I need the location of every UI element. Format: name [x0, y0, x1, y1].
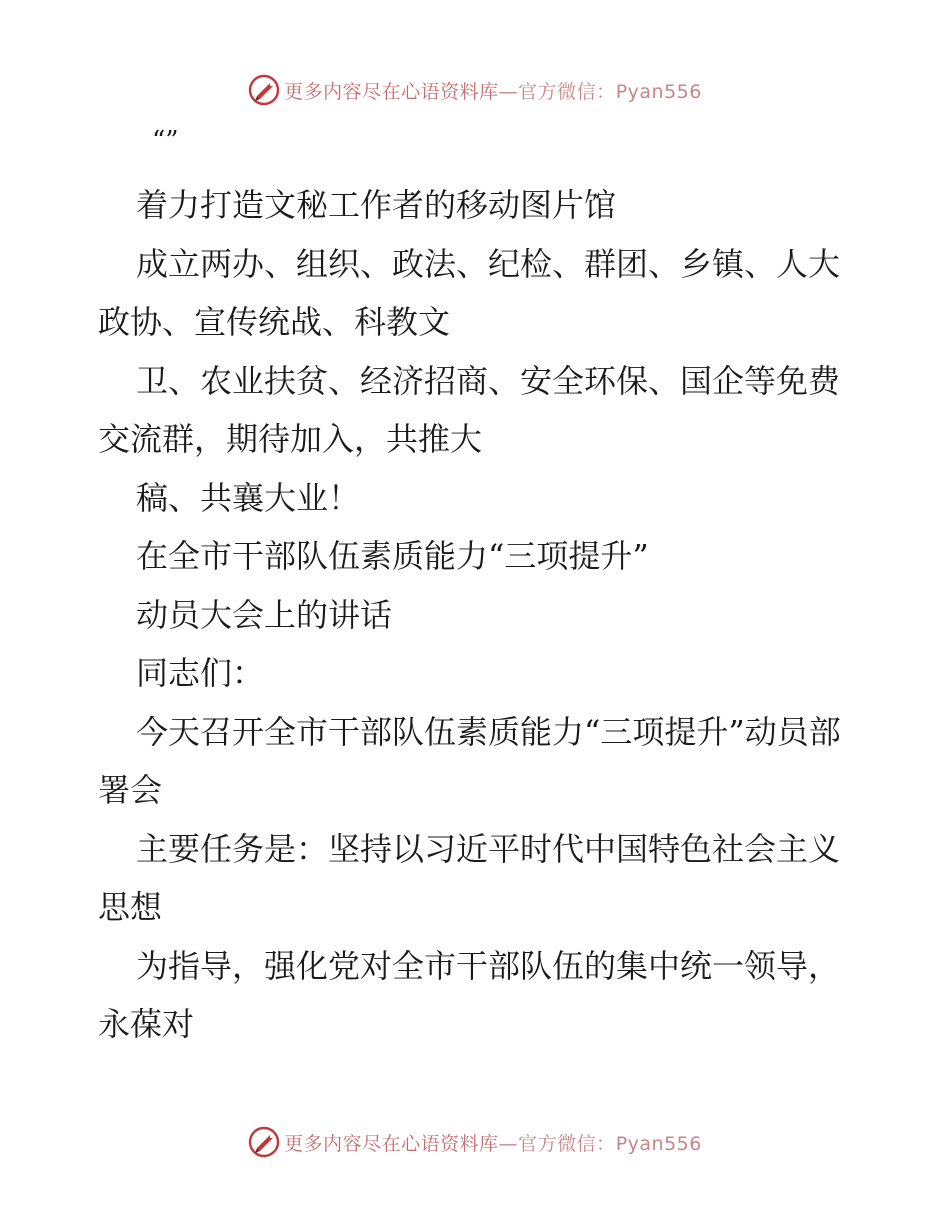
- watermark-text: [284, 77, 702, 104]
- paragraph: 着力打造文秘工作者的移动图片馆: [136, 186, 617, 224]
- footer-watermark: [0, 1122, 950, 1162]
- quote-mark: “”: [152, 126, 179, 156]
- paragraph: 今天召开全市干部队伍素质能力“三项提升”动员部署会: [98, 712, 841, 809]
- header-watermark: [0, 70, 950, 110]
- speech-title-line-2: 动员大会上的讲话: [136, 595, 393, 634]
- watermark-wechat-label: 官方微信：: [518, 1132, 616, 1155]
- watermark-brand: 更多内容尽在心语资料库: [284, 80, 499, 103]
- watermark-text: [284, 1129, 702, 1156]
- paragraph: 为指导，强化党对全市干部队伍的集中统一领导，永葆对: [98, 946, 841, 1043]
- document-body: [98, 176, 854, 1054]
- watermark-wechat-id: Pyan556: [615, 80, 702, 103]
- speech-title-line-1: 在全市干部队伍素质能力“三项提升”: [136, 537, 649, 575]
- pen-logo-icon: [248, 74, 280, 106]
- watermark-dash: —: [498, 80, 519, 103]
- salutation: 同志们：: [136, 654, 265, 692]
- paragraph: 成立两办、组织、政法、纪检、群团、乡镇、人大政协、宣传统战、科教文: [98, 244, 841, 341]
- paragraph: 稿、共襄大业！: [136, 478, 361, 517]
- watermark-brand: 更多内容尽在心语资料库: [284, 1132, 499, 1155]
- watermark-wechat-label: 官方微信：: [518, 80, 616, 103]
- pen-logo-icon: [248, 1126, 280, 1158]
- paragraph: 主要任务是：坚持以习近平时代中国特色社会主义思想: [98, 829, 841, 926]
- paragraph: 卫、农业扶贫、经济招商、安全环保、国企等免费交流群，期待加入，共推大: [98, 361, 841, 458]
- watermark-wechat-id: Pyan556: [615, 1132, 702, 1155]
- watermark-dash: —: [498, 1132, 519, 1155]
